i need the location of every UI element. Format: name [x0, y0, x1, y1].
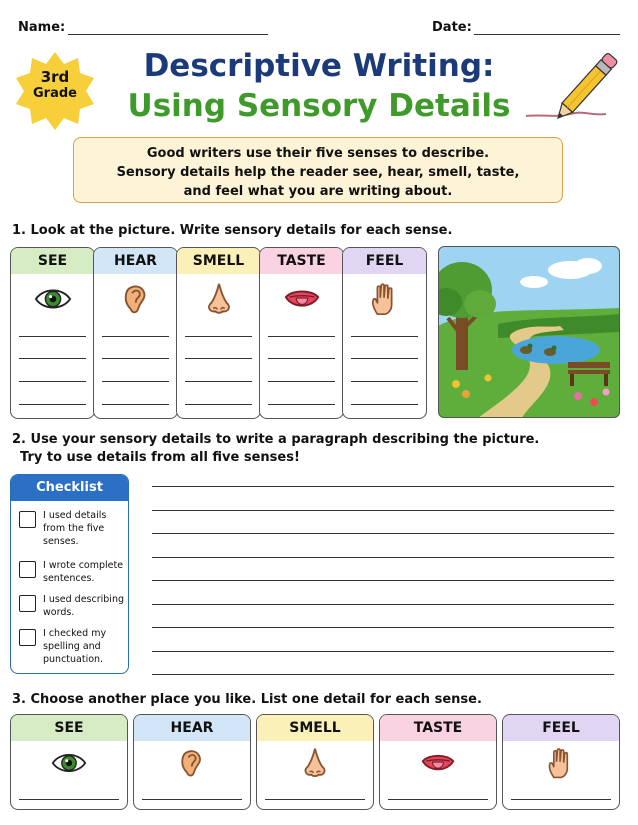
place-sense-card-see [10, 714, 128, 810]
page-title: Descriptive Writing: [143, 48, 495, 84]
place-sense-card-hear [133, 714, 251, 810]
pencil-icon [520, 40, 626, 128]
writing-line[interactable] [511, 799, 611, 800]
checklist-item-text: I used describing words. [43, 594, 125, 618]
paragraph-line[interactable] [152, 486, 614, 487]
sense-label: SEE [11, 715, 127, 741]
sense-card-hear [93, 247, 178, 419]
sense-label: FEEL [343, 248, 426, 274]
checklist [10, 474, 129, 674]
mouth-icon [380, 745, 496, 785]
writing-line[interactable] [185, 358, 252, 359]
paragraph-line[interactable] [152, 580, 614, 581]
writing-line[interactable] [268, 358, 335, 359]
ear-icon [94, 280, 177, 322]
intro-box [73, 137, 563, 203]
paragraph-line[interactable] [152, 627, 614, 628]
writing-line[interactable] [19, 404, 86, 405]
sense-label: SEE [11, 248, 94, 274]
writing-line[interactable] [351, 381, 418, 382]
writing-line[interactable] [102, 381, 169, 382]
section2-prompt-line1: 2. Use your sensory details to write a paragraph describing the picture. [12, 432, 540, 447]
paragraph-line[interactable] [152, 604, 614, 605]
writing-line[interactable] [19, 358, 86, 359]
name-label: Name: [18, 20, 66, 35]
writing-line[interactable] [265, 799, 365, 800]
sense-label: TASTE [260, 248, 343, 274]
checklist-item-text: I checked my spelling and punctuation. [43, 628, 107, 665]
section1-prompt: 1. Look at the picture. Write sensory details for each sense. [12, 223, 453, 238]
writing-line[interactable] [185, 336, 252, 337]
checkbox[interactable] [19, 511, 36, 528]
sense-label: FEEL [503, 715, 619, 741]
grade-word: Grade [33, 86, 77, 101]
nose-icon [257, 745, 373, 785]
sense-card-see [10, 247, 95, 419]
hand-icon [503, 745, 619, 785]
writing-line[interactable] [268, 404, 335, 405]
writing-line[interactable] [268, 336, 335, 337]
eye-icon [11, 280, 94, 322]
intro-line-3: and feel what you are writing about. [183, 184, 453, 199]
writing-line[interactable] [351, 404, 418, 405]
writing-line[interactable] [19, 799, 119, 800]
writing-line[interactable] [185, 381, 252, 382]
nose-icon [177, 280, 260, 322]
writing-line[interactable] [102, 336, 169, 337]
place-sense-card-feel [502, 714, 620, 810]
eye-icon [11, 745, 127, 785]
intro-line-2: Sensory details help the reader see, hear, smell, taste, [116, 165, 520, 180]
writing-line[interactable] [351, 358, 418, 359]
ear-icon [134, 745, 250, 785]
park-picture [438, 246, 620, 418]
writing-line[interactable] [142, 799, 242, 800]
place-sense-card-smell [256, 714, 374, 810]
sense-label: HEAR [134, 715, 250, 741]
paragraph-line[interactable] [152, 674, 614, 675]
writing-line[interactable] [19, 336, 86, 337]
paragraph-line[interactable] [152, 510, 614, 511]
section3-prompt: 3. Choose another place you like. List one detail for each sense. [12, 692, 482, 707]
writing-line[interactable] [102, 358, 169, 359]
checklist-title: Checklist [11, 475, 128, 501]
sense-label: SMELL [257, 715, 373, 741]
sense-label: HEAR [94, 248, 177, 274]
grade-number: 3rd [40, 68, 70, 86]
page-subtitle: Using Sensory Details [127, 88, 511, 124]
checkbox[interactable] [19, 561, 36, 578]
writing-line[interactable] [102, 404, 169, 405]
date-label: Date: [432, 20, 472, 35]
hand-icon [343, 280, 426, 322]
writing-line[interactable] [19, 381, 86, 382]
writing-line[interactable] [388, 799, 488, 800]
sense-card-feel [342, 247, 427, 419]
sense-card-smell [176, 247, 261, 419]
sense-label: SMELL [177, 248, 260, 274]
intro-line-1: Good writers use their five senses to describe. [146, 146, 490, 161]
checklist-item-text: I used details from the five senses. [43, 510, 107, 547]
place-sense-card-taste [379, 714, 497, 810]
checkbox[interactable] [19, 629, 36, 646]
date-field[interactable] [474, 34, 620, 35]
paragraph-line[interactable] [152, 651, 614, 652]
mouth-icon [260, 280, 343, 322]
writing-line[interactable] [185, 404, 252, 405]
paragraph-line[interactable] [152, 557, 614, 558]
section2-prompt-line2: Try to use details from all five senses! [20, 450, 300, 465]
sense-card-taste [259, 247, 344, 419]
writing-line[interactable] [268, 381, 335, 382]
checkbox[interactable] [19, 595, 36, 612]
name-field[interactable] [68, 34, 268, 35]
paragraph-line[interactable] [152, 533, 614, 534]
sense-label: TASTE [380, 715, 496, 741]
writing-line[interactable] [351, 336, 418, 337]
checklist-item-text: I wrote complete sentences. [43, 560, 124, 584]
